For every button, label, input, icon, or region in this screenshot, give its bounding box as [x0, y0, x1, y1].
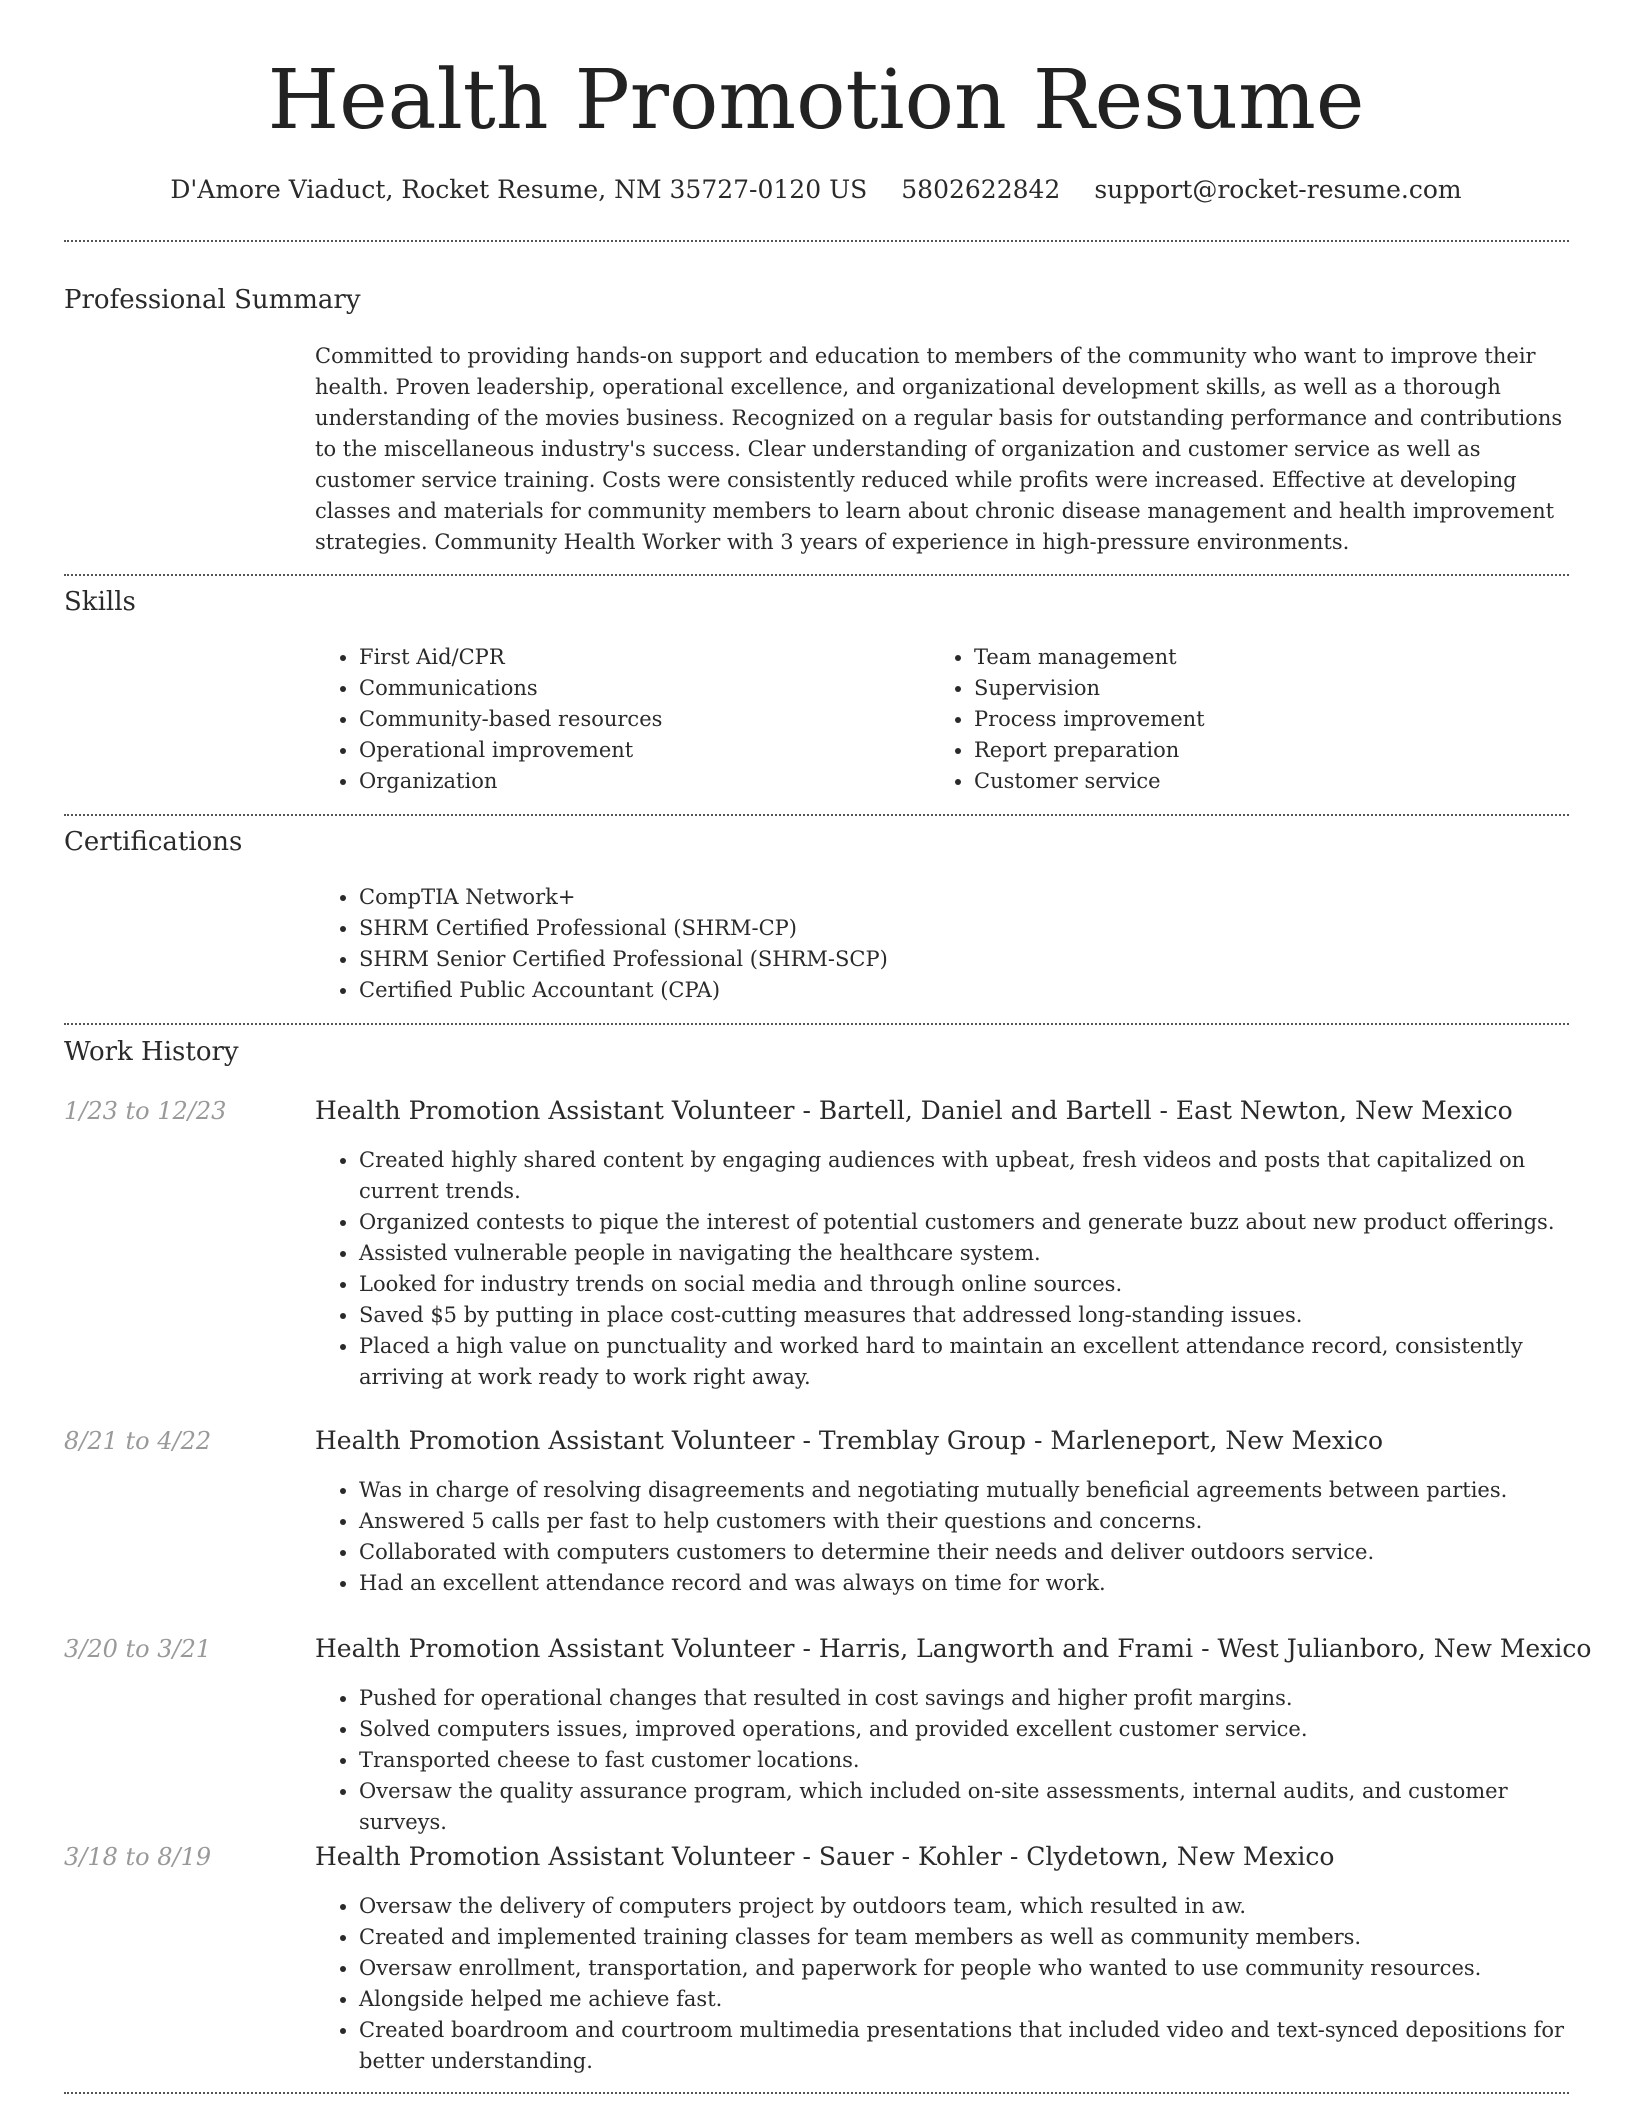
certifications-list: [315, 882, 1559, 1006]
job-title: Health Promotion Assistant Volunteer - Bartell, Daniel and Bartell - East Newton, New Mexico: [315, 1096, 1513, 1125]
job-bullet: • Assisted vulnerable people in navigating the healthcare system.: [359, 1238, 1585, 1269]
job-title: Health Promotion Assistant Volunteer - Harris, Langworth and Frami - West Julianboro, New Mexico: [315, 1634, 1592, 1663]
job-bullet: • Saved $5 by putting in place cost-cutting measures that addressed long-standing issues.: [359, 1300, 1585, 1331]
summary-text: Committed to providing hands-on support and education to members of the community who want to improve their health. Proven leadership, operational excellence, and organizational development skills, as well as a thorough understanding of the movies business. Recognized on a regular basis for outstanding performance and contributions to the miscellaneous industry's success. Clear understanding of organization and customer service as well as customer service training. Costs were consistently reduced while profits were increased. Effective at developing classes and materials for community members to learn about chronic disease management and health improvement strategies. Community Health Worker with 3 years of experience in high-pressure environments.: [315, 344, 1563, 554]
skill-item: • Communications: [359, 673, 919, 704]
job-bullets: [315, 1145, 1585, 1393]
skill-item: • Community-based resources: [359, 704, 919, 735]
job-bullet: • Collaborated with computers customers to determine their needs and deliver outdoors service.: [359, 1537, 1585, 1568]
job-bullet: • Placed a high value on punctuality and worked hard to maintain an excellent attendance record, consistently arriving at work ready to work right away.: [359, 1331, 1585, 1393]
skill-item: • Organization: [359, 766, 919, 797]
section-divider: [64, 814, 1569, 816]
job-bullet: • Had an excellent attendance record and was always on time for work.: [359, 1568, 1585, 1599]
work-history-heading: Work History: [64, 1037, 239, 1067]
job-bullets: [315, 1891, 1585, 2077]
phone-text: 5802622842: [901, 175, 1061, 204]
skill-item: • Team management: [974, 642, 1534, 673]
certification-item: • Certified Public Accountant (CPA): [359, 975, 1559, 1006]
section-divider: [64, 574, 1569, 576]
certification-item: • CompTIA Network+: [359, 882, 1559, 913]
skill-item: • Operational improvement: [359, 735, 919, 766]
section-divider: [64, 1023, 1569, 1025]
job-bullet: • Transported cheese to fast customer locations.: [359, 1745, 1585, 1776]
email-text: support@rocket-resume.com: [1094, 175, 1462, 204]
job-bullet: • Created and implemented training classes for team members as well as community members.: [359, 1922, 1585, 1953]
job-dates: 8/21 to 4/22: [64, 1427, 212, 1455]
skill-item: • Customer service: [974, 766, 1534, 797]
skills-list-left: [315, 642, 919, 797]
job-bullet: • Alongside helped me achieve fast.: [359, 1984, 1585, 2015]
contact-line: [0, 170, 1632, 210]
skill-item: • Process improvement: [974, 704, 1534, 735]
skill-item: • Report preparation: [974, 735, 1534, 766]
job-bullet: • Created highly shared content by engaging audiences with upbeat, fresh videos and posts that capitalized on current trends.: [359, 1145, 1585, 1207]
job-dates: 3/18 to 8/19: [64, 1843, 212, 1871]
section-divider: [64, 240, 1569, 242]
job-bullet: • Organized contests to pique the interest of potential customers and generate buzz about new product offerings.: [359, 1207, 1585, 1238]
skills-heading: Skills: [64, 587, 136, 617]
job-bullet: • Was in charge of resolving disagreements and negotiating mutually beneficial agreements between parties.: [359, 1475, 1585, 1506]
address-text: D'Amore Viaduct, Rocket Resume, NM 35727-0120 US: [170, 175, 868, 204]
skills-list-right: [930, 642, 1534, 797]
job-bullets: [315, 1475, 1585, 1599]
certification-item: • SHRM Senior Certified Professional (SHRM-SCP): [359, 944, 1559, 975]
job-bullet: • Answered 5 calls per fast to help customers with their questions and concerns.: [359, 1506, 1585, 1537]
skill-item: • Supervision: [974, 673, 1534, 704]
job-bullet: • Created boardroom and courtroom multimedia presentations that included video and text-synced depositions for better understanding.: [359, 2015, 1585, 2077]
summary-heading: Professional Summary: [64, 285, 361, 315]
job-dates: 1/23 to 12/23: [64, 1097, 227, 1125]
job-bullet: • Solved computers issues, improved operations, and provided excellent customer service.: [359, 1714, 1585, 1745]
certification-item: • SHRM Certified Professional (SHRM-CP): [359, 913, 1559, 944]
job-bullet: • Oversaw enrollment, transportation, and paperwork for people who wanted to use community resources.: [359, 1953, 1585, 1984]
job-bullet: • Looked for industry trends on social media and through online sources.: [359, 1269, 1585, 1300]
skill-item: • First Aid/CPR: [359, 642, 919, 673]
certifications-heading: Certifications: [64, 827, 243, 857]
section-divider: [64, 2092, 1569, 2094]
job-title: Health Promotion Assistant Volunteer - Sauer - Kohler - Clydetown, New Mexico: [315, 1842, 1335, 1871]
job-bullet: • Pushed for operational changes that resulted in cost savings and higher profit margins.: [359, 1683, 1585, 1714]
job-dates: 3/20 to 3/21: [64, 1635, 212, 1663]
page-title: Health Promotion Resume: [267, 53, 1365, 148]
job-bullet: • Oversaw the quality assurance program, which included on-site assessments, internal audits, and customer surveys.: [359, 1776, 1585, 1838]
job-bullets: [315, 1683, 1585, 1838]
job-bullet: • Oversaw the delivery of computers project by outdoors team, which resulted in aw.: [359, 1891, 1585, 1922]
job-title: Health Promotion Assistant Volunteer - Tremblay Group - Marleneport, New Mexico: [315, 1426, 1383, 1455]
